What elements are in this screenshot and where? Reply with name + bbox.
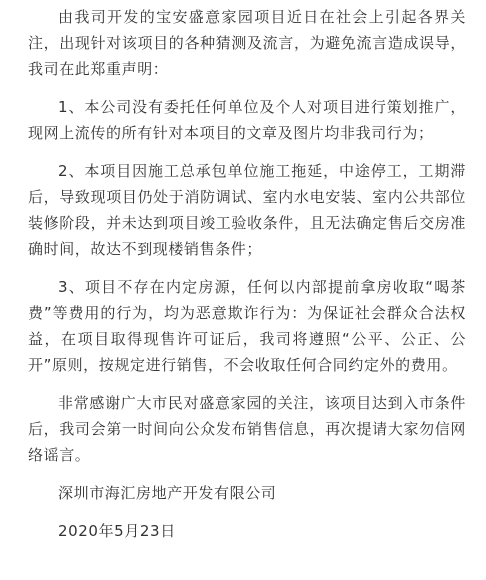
signature-date: 2020年5月23日 <box>58 522 176 540</box>
intro-paragraph: 由我司开发的宝安盛意家园项目近日在社会上引起各界关注，出现针对该项目的各种猜测及流言，为避免流言造成误导，我司在此郑重声明： <box>28 8 466 78</box>
closing-paragraph: 非常感谢广大市民对盛意家园的关注，该项目达到入市条件后，我司会第一时间向公众发布销售信息，再次提请大家勿信网络谣言。 <box>28 394 466 464</box>
statement-item-3: 3、项目不存在内定房源，任何以内部提前拿房收取“喝茶费”等费用的行为，均为恶意欺诈行为：为保证社会群众合法权益，在项目取得现售许可证后，我司将遵照“公平、公正、公开”原则，按规定进行销售，不会收取任何合同约定外的费用。 <box>28 278 466 374</box>
statement-item-2: 2、本项目因施工总承包单位施工拖延，中途停工，工期滞后，导致现项目仍处于消防调试、室内水电安装、室内公共部位装修阶段，并未达到项目竣工验收条件，且无法确定售后交房准确时间，故达不到现楼销售条件； <box>28 162 466 258</box>
company-signature: 深圳市海汇房地产开发有限公司 <box>58 484 277 502</box>
statement-item-1: 1、本公司没有委托任何单位及个人对项目进行策划推广，现网上流传的所有针对本项目的文章及图片均非我司行为； <box>28 98 466 142</box>
